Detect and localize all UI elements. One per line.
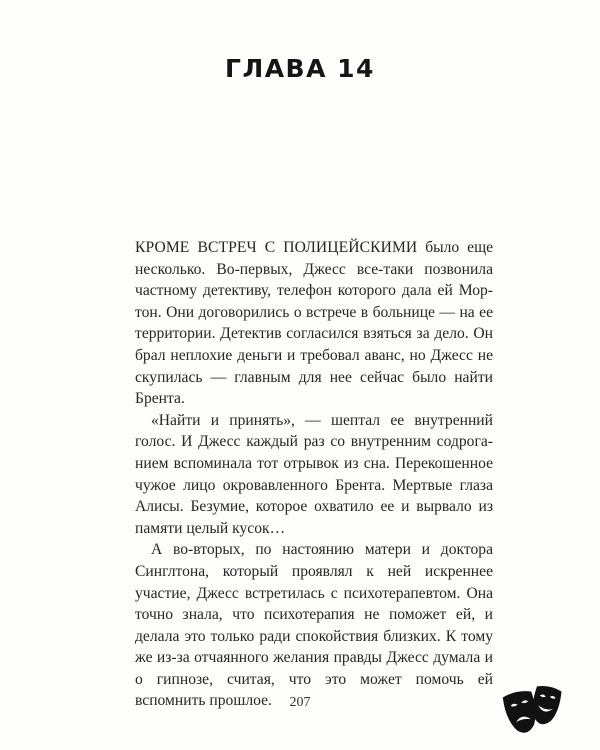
chapter-title: ГЛАВА 14: [225, 54, 375, 83]
chapter-body: [135, 237, 493, 712]
paragraph-3: А во-вторых, по настоянию матери и доктора Синглтона, который проявлял к ней искреннее участие, Джесс встретилась с психотерапевтом. Она точно знала, что психотерапия не поможет ей, и делала это только ради спокойствия близких. К тому же из-за отчаянного желания правды Джесс думала и о гипнозе, считая, что это может помочь ей вспомнить прошлое.: [135, 541, 493, 710]
paragraph-1-text: было еще несколько. Во-первых, Джесс все-таки позвонила частному детективу, телефон которого дала ей Мортон. Они договорились о встрече в больнице — на ее территории. Детектив согласился взяться за дело. Он брал неплохие деньги и требовал аванс, но Джесс не скупилась — главным для нее сейчас было найти Брента.: [135, 239, 493, 408]
page-number: 207: [289, 695, 311, 710]
paragraph-2: «Найти и принять», — шептал ее внутренний голос. И Джесс каждый раз со внутренним содроганием вспоминала тот отрывок из сна. Перекошенное чужое лицо окровавленного Брента. Мертвые глаза Алисы. Безумие, которое охватило ее и вырвало из памяти целый кусок…: [135, 411, 493, 537]
paragraph-1: [135, 237, 493, 410]
theater-masks-icon: [496, 680, 568, 742]
opening-caps: КРОМЕ ВСТРЕЧ С ПОЛИЦЕЙСКИМИ: [135, 239, 418, 256]
